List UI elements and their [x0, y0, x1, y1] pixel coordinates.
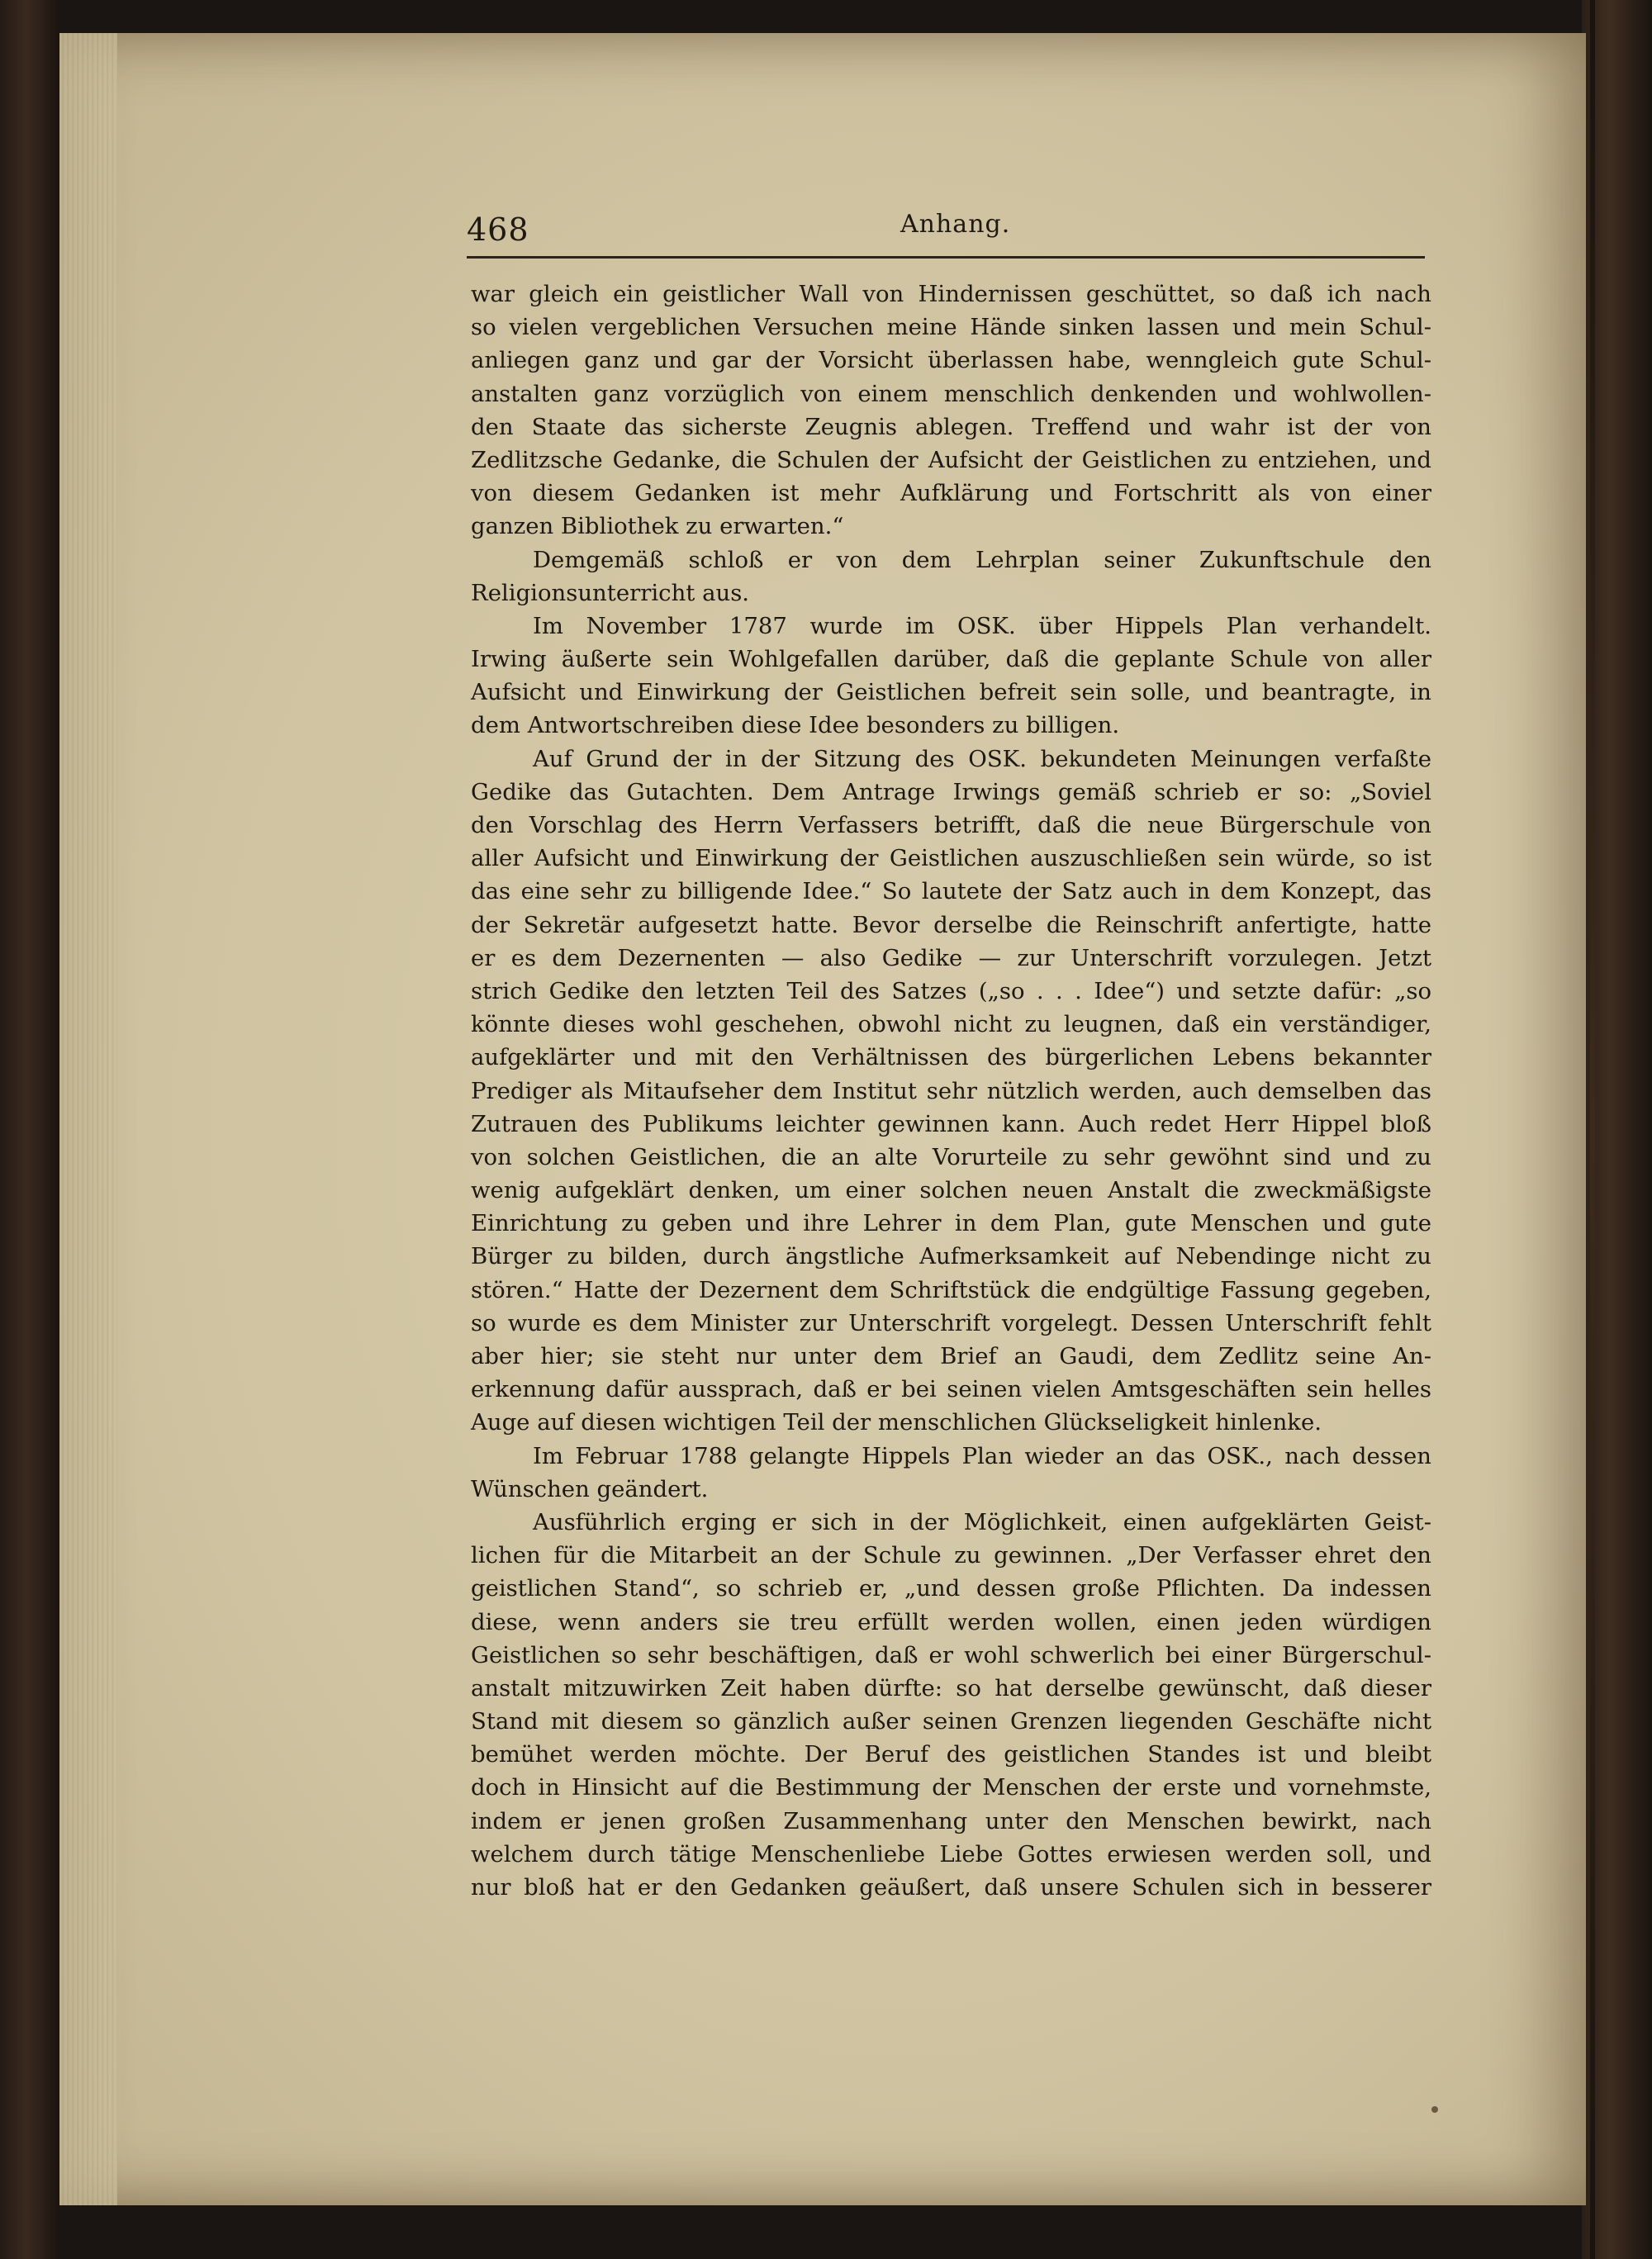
- text-line: aber hier; sie steht nur unter dem Brief an Gaudi, dem Zedlitz seine An-: [471, 1343, 1431, 1369]
- text-line: bemühet werden möchte. Der Beruf des geistlichen Standes ist und bleibt: [471, 1741, 1431, 1768]
- text-line: ganzen Bibliothek zu erwarten.“: [471, 513, 844, 540]
- text-line: Einrichtung zu geben und ihre Lehrer in dem Plan, gute Menschen und gute: [471, 1210, 1431, 1237]
- text-line: Auf Grund der in der Sitzung des OSK. bekundeten Meinungen verfaßte: [533, 745, 1431, 772]
- text-line: Geistlichen so sehr beschäftigen, daß er wohl schwerlich bei einer Bürgerschul-: [471, 1641, 1431, 1668]
- text-line: Im November 1787 wurde im OSK. über Hippels Plan verhandelt.: [533, 612, 1431, 639]
- text-line: der Sekretär aufgesetzt hatte. Bevor derselbe die Reinschrift anfertigte, hatte: [471, 911, 1431, 938]
- paper-speck: [1431, 2106, 1438, 2113]
- page-number: 468: [467, 211, 529, 248]
- text-line: Stand mit diesem so gänzlich außer seinen Grenzen liegenden Geschäfte nicht: [471, 1708, 1431, 1735]
- text-line: Aufsicht und Einwirkung der Geistlichen befreit sein solle, und beantragte, in: [471, 679, 1431, 706]
- text-line: diese, wenn anders sie treu erfüllt werden wollen, einen jeden würdigen: [471, 1608, 1431, 1635]
- text-line: Wünschen geändert.: [471, 1475, 709, 1502]
- text-line: nur bloß hat er den Gedanken geäußert, daß unsere Schulen sich in besserer: [471, 1874, 1431, 1901]
- text-line: Prediger als Mitaufseher dem Institut sehr nützlich werden, auch demselben das: [471, 1077, 1431, 1104]
- text-line: welchem durch tätige Menschenliebe Liebe Gottes erwiesen werden soll, und: [471, 1840, 1431, 1867]
- text-line: Ausführlich erging er sich in der Möglichkeit, einen aufgeklärten Geist-: [533, 1508, 1431, 1535]
- text-line: doch in Hinsicht auf die Bestimmung der Menschen der erste und vornehmste,: [471, 1774, 1431, 1801]
- text-line: von diesem Gedanken ist mehr Aufklärung und Fortschritt als von einer: [471, 480, 1431, 507]
- text-line: anstalten ganz vorzüglich von einem menschlich denkenden und wohlwollen-: [471, 380, 1431, 407]
- text-line: geistlichen Stand“, so schrieb er, „und dessen große Pflichten. Da indessen: [471, 1575, 1431, 1602]
- text-line: er es dem Dezernenten — also Gedike — zur Unterschrift vorzulegen. Jetzt: [471, 944, 1431, 971]
- body-text: [471, 278, 1431, 1904]
- text-line: Im Februar 1788 gelangte Hippels Plan wieder an das OSK., nach dessen: [533, 1442, 1431, 1469]
- page-stack-edges: [59, 33, 117, 2205]
- text-line: wenig aufgeklärt denken, um einer solchen neuen Anstalt die zweckmäßigste: [471, 1177, 1431, 1204]
- text-line: Bürger zu bilden, durch ängstliche Aufmerksamkeit auf Nebendinge nicht zu: [471, 1243, 1431, 1270]
- text-line: Zedlitzsche Gedanke, die Schulen der Aufsicht der Geistlichen zu entziehen, und: [471, 446, 1431, 473]
- page-header: [467, 206, 1425, 259]
- text-line: könnte dieses wohl geschehen, obwohl nicht zu leugnen, daß ein verständiger,: [471, 1011, 1431, 1038]
- text-line: den Vorschlag des Herrn Verfassers betrifft, daß die neue Bürgerschule von: [471, 812, 1431, 838]
- text-line: anliegen ganz und gar der Vorsicht überlassen habe, wenngleich gute Schul-: [471, 347, 1431, 374]
- text-line: so vielen vergeblichen Versuchen meine Hände sinken lassen und mein Schul-: [471, 314, 1431, 341]
- binding-cord: [1590, 0, 1595, 2259]
- text-line: lichen für die Mitarbeit an der Schule zu gewinnen. „Der Verfasser ehret den: [471, 1542, 1431, 1569]
- text-line: von solchen Geistlichen, die an alte Vorurteile zu sehr gewöhnt sind und zu: [471, 1143, 1431, 1170]
- text-line: stören.“ Hatte der Dezernent dem Schriftstück die endgültige Fassung gegeben,: [471, 1276, 1431, 1303]
- text-line: Religionsunterricht aus.: [471, 579, 750, 606]
- text-line: Gedike das Gutachten. Dem Antrage Irwings gemäß schrieb er so: „Soviel: [471, 778, 1431, 805]
- text-line: den Staate das sicherste Zeugnis ablegen. Treffend und wahr ist der von: [471, 413, 1431, 440]
- text-line: dem Antwortschreiben diese Idee besonders zu billigen.: [471, 712, 1120, 739]
- book-cover-left-edge: [0, 0, 58, 2259]
- text-line: indem er jenen großen Zusammenhang unter den Menschen bewirkt, nach: [471, 1807, 1431, 1834]
- running-head: Anhang.: [900, 210, 1011, 239]
- text-line: Zutrauen des Publikums leichter gewinnen kann. Auch redet Herr Hippel bloß: [471, 1110, 1431, 1137]
- text-line: das eine sehr zu billigende Idee.“ So lautete der Satz auch in dem Konzept, das: [471, 878, 1431, 905]
- text-line: war gleich ein geistlicher Wall von Hindernissen geschüttet, so daß ich nach: [471, 281, 1431, 307]
- text-line: so wurde es dem Minister zur Unterschrift vorgelegt. Dessen Unterschrift fehlt: [471, 1309, 1431, 1336]
- text-line: aufgeklärter und mit den Verhältnissen des bürgerlichen Lebens bekannter: [471, 1044, 1431, 1071]
- text-line: erkennung dafür aussprach, daß er bei seinen vielen Amtsgeschäften sein helles: [471, 1376, 1431, 1403]
- text-line: Demgemäß schloß er von dem Lehrplan seiner Zukunftschule den: [533, 546, 1431, 573]
- text-line: anstalt mitzuwirken Zeit haben dürfte: so hat derselbe gewünscht, daß dieser: [471, 1674, 1431, 1701]
- text-line: strich Gedike den letzten Teil des Satzes („so . . . Idee“) und setzte dafür: „so: [471, 977, 1431, 1004]
- text-line: Auge auf diesen wichtigen Teil der menschlichen Glückseligkeit hinlenke.: [471, 1409, 1322, 1436]
- text-line: Irwing äußerte sein Wohlgefallen darüber, daß die geplante Schule von aller: [471, 646, 1431, 673]
- text-line: aller Aufsicht und Einwirkung der Geistlichen auszuschließen sein würde, so ist: [471, 845, 1431, 872]
